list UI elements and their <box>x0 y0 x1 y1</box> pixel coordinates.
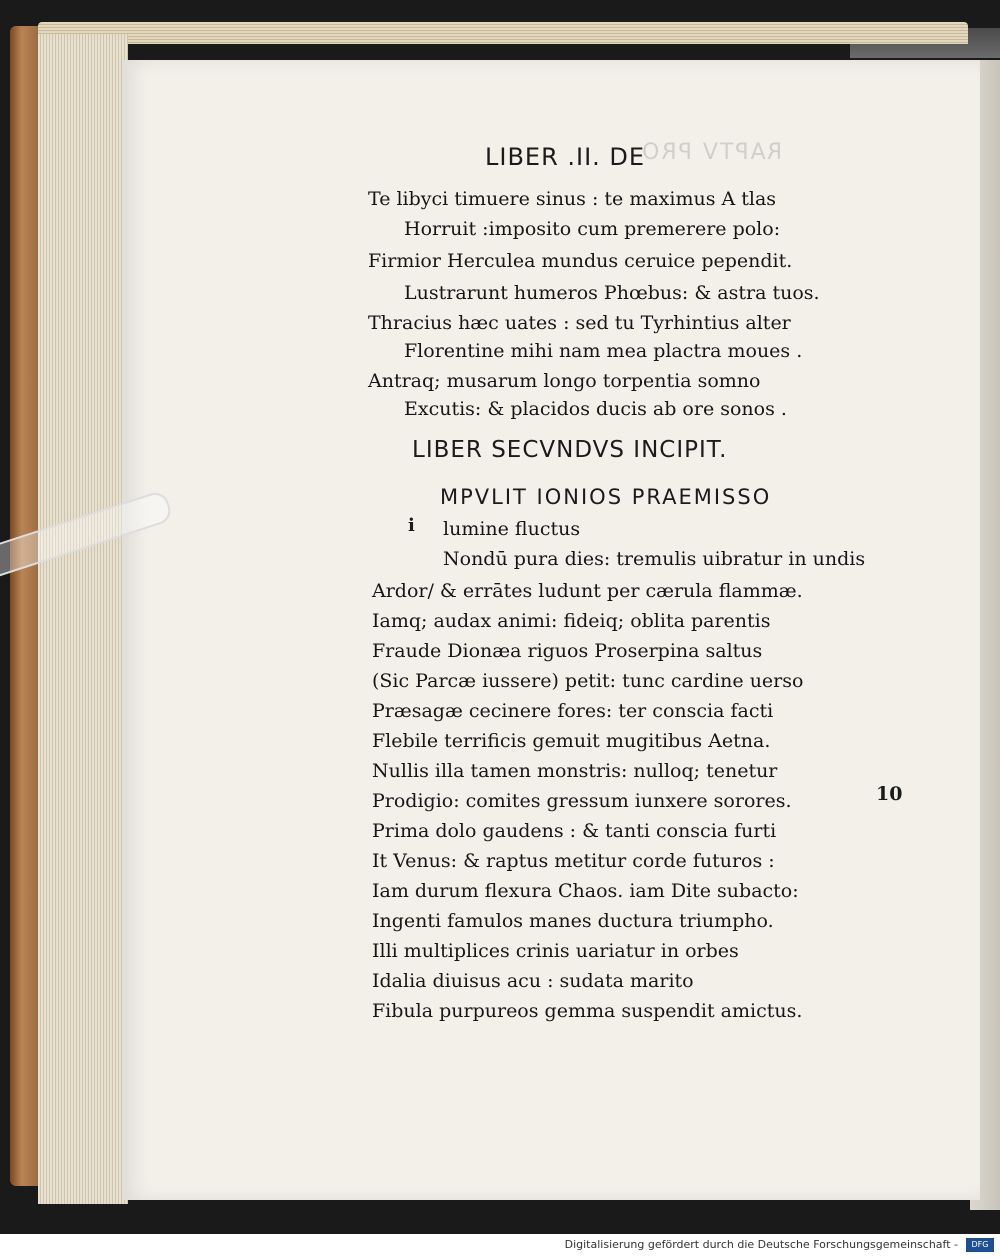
verse-line: lumine fluctus <box>443 518 581 540</box>
footer-credit: Digitalisierung gefördert durch die Deutsche Forschungsgemeinschaft - <box>564 1238 958 1251</box>
verse-line: Ingenti famulos manes ductura triumpho. <box>372 910 774 932</box>
verse-line: Te libyci timuere sinus : te maximus A tlas <box>368 188 777 210</box>
verse-line: Ardor/ & errātes ludunt per cærula flammæ. <box>372 580 803 602</box>
verse-line: Iam durum flexura Chaos. iam Dite subacto: <box>372 880 799 902</box>
show-through-heading: RAPTV PRO <box>640 140 783 165</box>
guide-letter: i <box>408 515 415 536</box>
page-stack-top <box>38 22 968 44</box>
verse-line: Lustrarunt humeros Phœbus: & astra tuos. <box>404 282 820 304</box>
verse-line: Fibula purpureos gemma suspendit amictus. <box>372 1000 803 1022</box>
verse-line: Prima dolo gaudens : & tanti conscia furti <box>372 820 777 842</box>
verse-line: (Sic Parcæ iussere) petit: tunc cardine uerso <box>372 670 804 692</box>
verse-line: Flebile terrificis gemuit mugitibus Aetna. <box>372 730 771 752</box>
verse-line: Firmior Herculea mundus ceruice pependit. <box>368 250 793 272</box>
verse-line: Præsagæ cecinere fores: ter conscia facti <box>372 700 774 722</box>
verse-line: Fraude Dionæa riguos Proserpina saltus <box>372 640 763 662</box>
verse-line: Prodigio: comites gressum iunxere sorores. <box>372 790 792 812</box>
verse-line: Thracius hæc uates : sed tu Tyrhintius alter <box>368 312 791 334</box>
verse-line: Idalia diuisus acu : sudata marito <box>372 970 694 992</box>
running-heading: LIBER .II. DE <box>485 143 646 171</box>
verse-line: It Venus: & raptus metitur corde futuros : <box>372 850 775 872</box>
section-title: LIBER SECVNDVS INCIPIT. <box>412 437 728 463</box>
verse-line: Florentine mihi nam mea plactra moues . <box>404 340 803 362</box>
incipit-line: MPVLIT IONIOS PRAEMISSO <box>440 485 772 509</box>
verse-line: Nondū pura dies: tremulis uibratur in undis <box>443 548 866 570</box>
dfg-logo: DFG <box>966 1238 994 1252</box>
book-spine-edge <box>10 26 40 1186</box>
verse-line: Horruit :imposito cum premerere polo: <box>404 218 781 240</box>
verse-line: Illi multiplices crinis uariatur in orbes <box>372 940 739 962</box>
footer-bar <box>0 1234 1000 1258</box>
line-number: 10 <box>876 783 903 805</box>
page-stack-left <box>38 34 128 1204</box>
verse-line: Antraq; musarum longo torpentia somno <box>368 370 761 392</box>
verse-line: Nullis illa tamen monstris: nulloq; tenetur <box>372 760 778 782</box>
verse-line: Iamq; audax animi: fideiq; oblita parentis <box>372 610 771 632</box>
verse-line: Excutis: & placidos ducis ab ore sonos . <box>404 398 787 420</box>
